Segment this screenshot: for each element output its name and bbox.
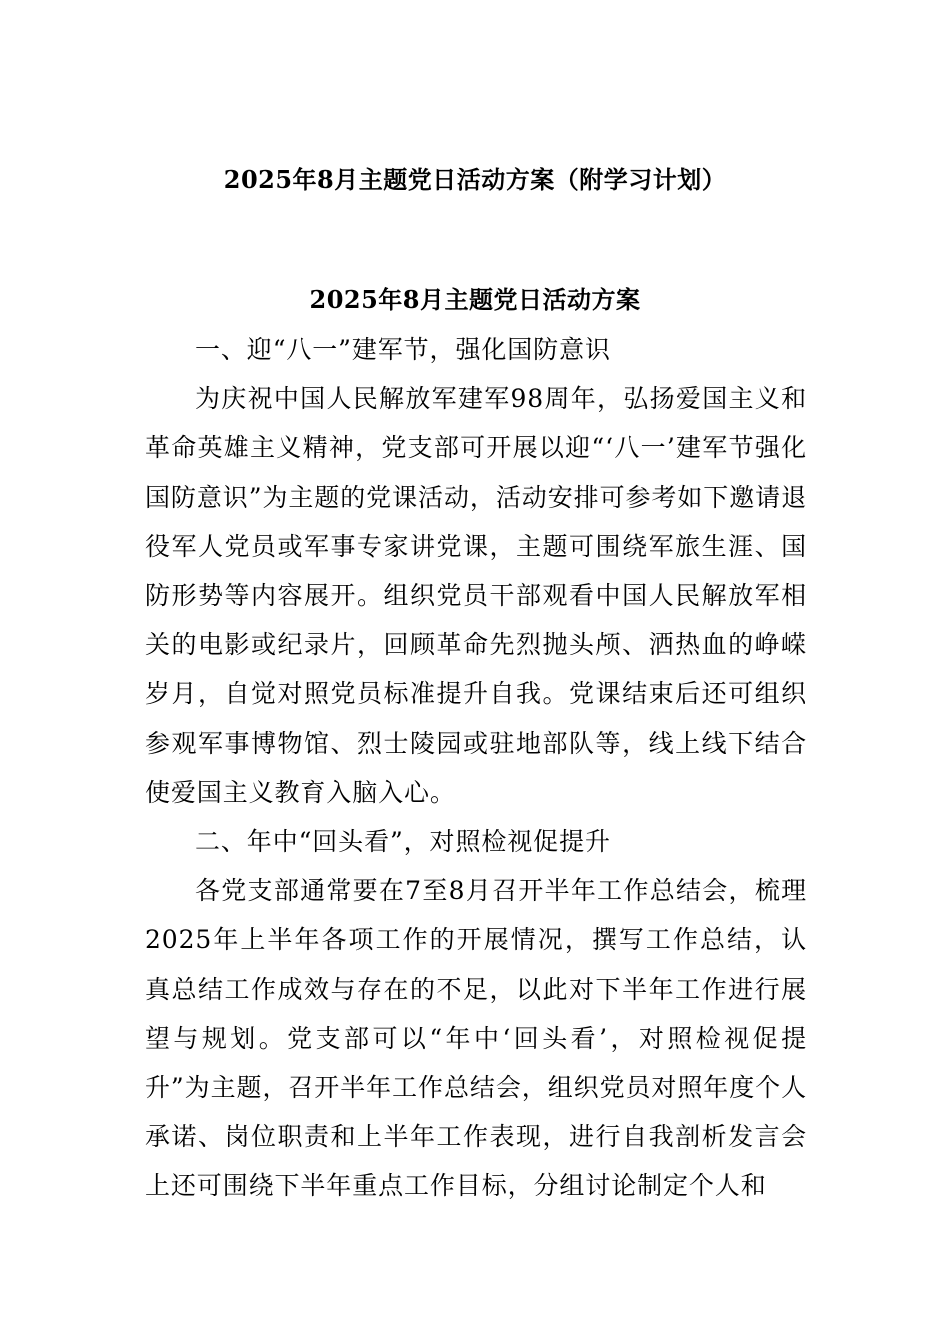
paragraph-1: 为庆祝中国人民解放军建军98周年，弘扬爱国主义和革命英雄主义精神，党支部可开展以迎“‘八一’建军节强化国防意识”为主题的党课活动，活动安排可参考如下邀请退役军人党员或军事专家讲党课，主题可围绕军旅生涯、国防形势等内容展开。组织党员干部观看中国人民解放军相关的电影或纪录片，回顾革命先烈抛头颅、洒热血的峥嵘岁月，自觉对照党员标准提升自我。党课结束后还可组织参观军事博物馆、烈士陵园或驻地部队等，线上线下结合使爱国主义教育入脑入心。 bbox=[145, 384, 807, 807]
heading-2: 二、年中“回头看”，对照检视促提升 bbox=[195, 827, 611, 857]
document-body bbox=[145, 325, 807, 1211]
heading-1: 一、迎“八一”建军节，强化国防意识 bbox=[195, 335, 611, 364]
paragraph-2: 各党支部通常要在7至8月召开半年工作总结会，梳理2025年上半年各项工作的开展情况，撰写工作总结，认真总结工作成效与存在的不足，以此对下半年工作进行展望与规划。党支部可以“年中‘回头看’，对照检视促提升”为主题，召开半年工作总结会，组织党员对照年度个人承诺、岗位职责和上半年工作表现，进行自我剖析发言会上还可围绕下半年重点工作目标，分组讨论制定个人和 bbox=[145, 876, 807, 1201]
document-title: 2025年8月主题党日活动方案（附学习计划） bbox=[223, 165, 727, 194]
section-title: 2025年8月主题党日活动方案 bbox=[309, 285, 641, 314]
